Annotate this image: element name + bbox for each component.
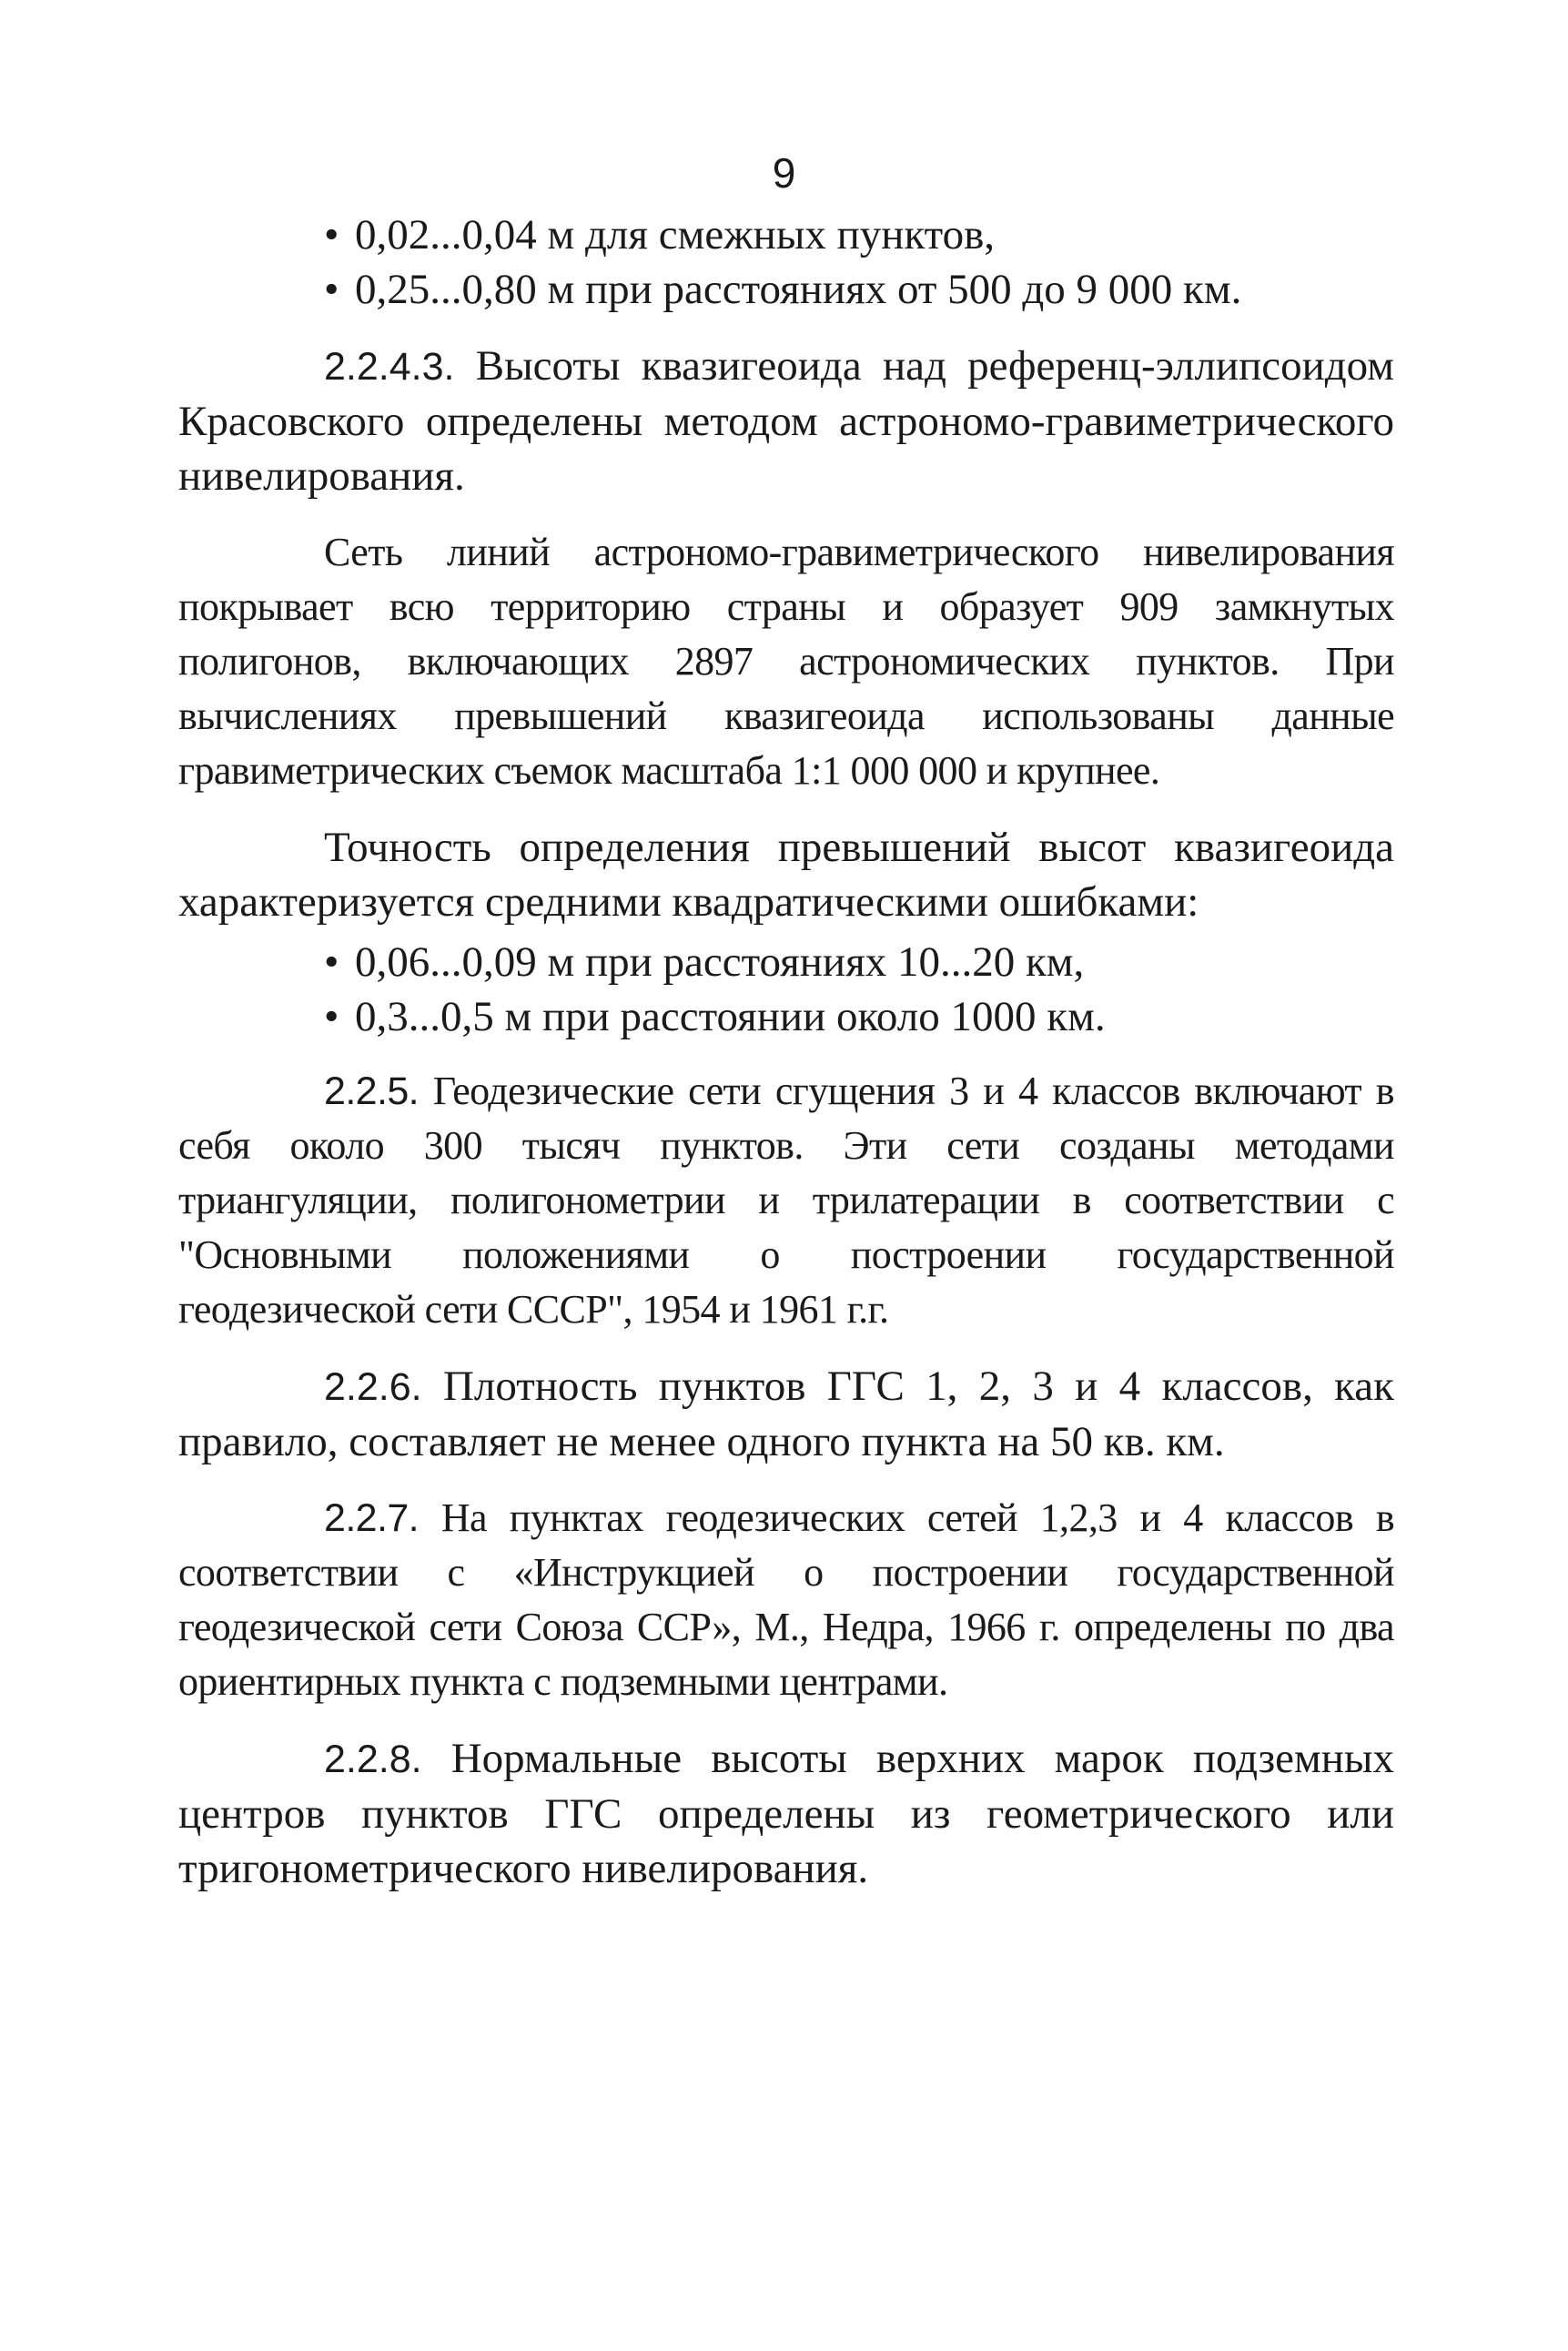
- section-number: 2.2.8.: [324, 1738, 422, 1781]
- paragraph-text: На пунктах геодезических сетей 1,2,3 и 4 классов в соответствии с «Инструкцией о построении государственной геодезической сети Союза ССР», М., Недра, 1966 г. определены по два ориентирных пункта с подземными центрами.: [178, 1495, 1394, 1704]
- page-number: 9: [772, 149, 796, 197]
- paragraph-text: Нормальные высоты верхних марок подземных центров пунктов ГГС определены из геометрического или тригонометрического нивелирования.: [178, 1735, 1395, 1892]
- paragraph-2-2-7: [178, 1491, 1394, 1709]
- bullet-icon: •: [324, 938, 339, 986]
- section-number: 2.2.4.3.: [324, 345, 455, 389]
- section-number: 2.2.5.: [324, 1069, 419, 1113]
- bullet-icon: •: [324, 993, 339, 1040]
- paragraph-network: Сеть линий астрономо-гравиметрического нивелирования покрывает всю территорию страны и образует 909 замкнутых полигонов, включающих 2897 астрономических пунктов. При вычислениях превышений квазигеоида использованы данные гравиметрических съемок масштаба 1:1 000 000 и крупнее.: [178, 530, 1394, 793]
- list-item-text: 0,25...0,80 м при расстояниях от 500 до 9 000 км.: [355, 266, 1242, 313]
- paragraph-2-2-6: [178, 1359, 1394, 1469]
- list-item-text: 0,3...0,5 м при расстоянии около 1000 км.: [355, 993, 1106, 1040]
- bullet-list-top: [178, 208, 1394, 317]
- paragraph-text: Геодезические сети сгущения 3 и 4 классов включают в себя около 300 тысяч пунктов. Эти сети созданы методами триангуляции, полигонометрии и трилатерации в соответствии с "Основными положениями о построении государственной геодезической сети СССР", 1954 и 1961 г.г.: [178, 1069, 1394, 1332]
- paragraph-accuracy: Точность определения превышений высот квазигеоида характеризуется средними квадратическими ошибками:: [178, 824, 1394, 926]
- page-content: [178, 208, 1394, 1918]
- list-item-text: 0,06...0,09 м при расстояниях 10...20 км,: [355, 938, 1085, 986]
- paragraph-text: Плотность пунктов ГГС 1, 2, 3 и 4 классов, как правило, составляет не менее одного пункта на 50 кв. км.: [178, 1363, 1394, 1465]
- paragraph-text: Высоты квазигеоида над референц-эллипсоидом Красовского определены методом астрономо-гравиметрического нивелирования.: [178, 342, 1394, 500]
- paragraph-2-2-5: [178, 1064, 1394, 1337]
- bullet-icon: •: [324, 266, 339, 313]
- list-item: [178, 262, 1394, 317]
- paragraph-2-2-8: [178, 1731, 1394, 1896]
- section-number: 2.2.7.: [324, 1496, 419, 1540]
- section-number: 2.2.6.: [324, 1365, 422, 1409]
- bullet-icon: •: [324, 211, 339, 258]
- list-item-text: 0,02...0,04 м для смежных пунктов,: [355, 211, 996, 258]
- list-item: [178, 935, 1394, 989]
- list-item: [178, 208, 1394, 262]
- paragraph-2-2-4-3: [178, 339, 1394, 503]
- list-item: [178, 989, 1394, 1044]
- bullet-list-accuracy: [178, 935, 1394, 1044]
